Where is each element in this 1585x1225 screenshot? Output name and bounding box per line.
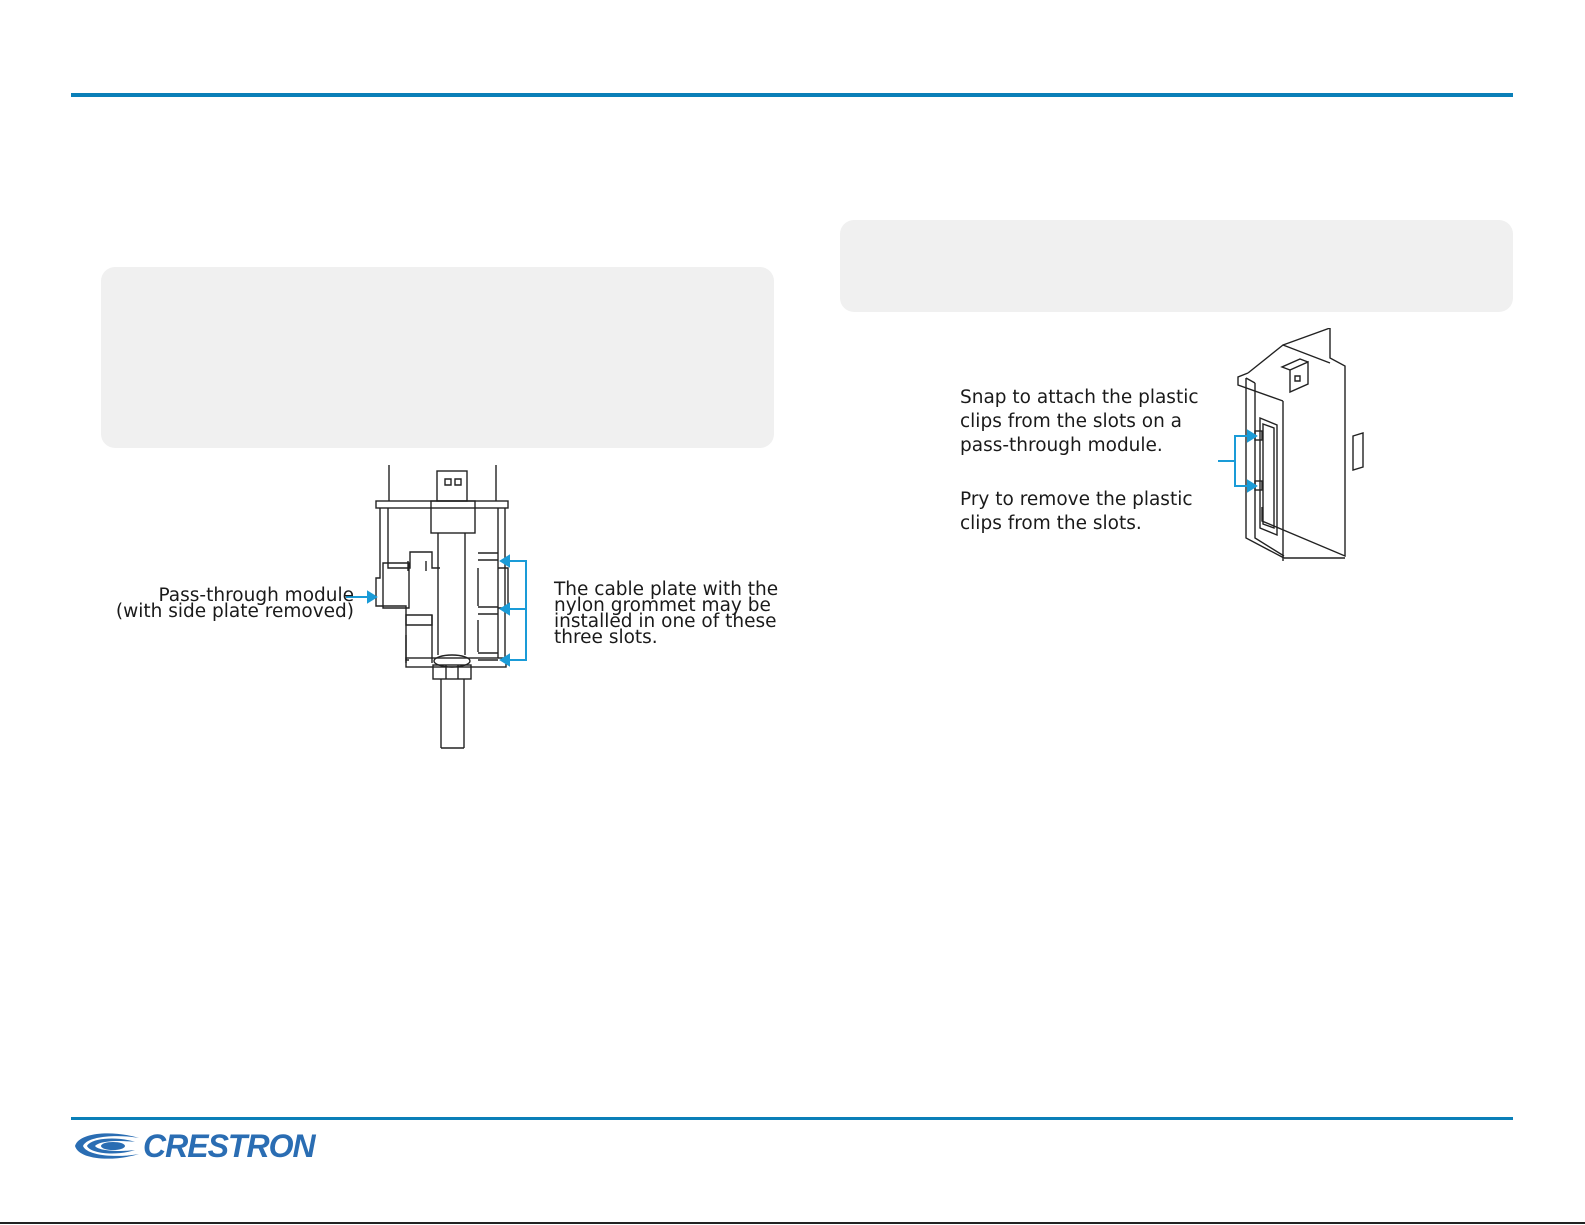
snap-label-line-1: Snap to attach the plastic [960, 387, 1199, 408]
crestron-wordmark: CRESTRON [143, 1128, 315, 1164]
module-clips-drawing [960, 328, 1400, 568]
note-box-left [101, 267, 774, 448]
cable-plate-label-line-1: The cable plate with the [554, 579, 779, 600]
pry-label-line-1: Pry to remove the plastic [960, 489, 1193, 510]
crestron-logo [73, 1126, 373, 1166]
pry-label-line-2: clips from the slots. [960, 513, 1142, 534]
module-label-line-1: Pass-through module [158, 585, 354, 606]
module-label [115, 585, 354, 622]
snap-label-line-2: clips from the slots on a [960, 411, 1183, 432]
cable-plate-label-line-4: three slots. [554, 627, 658, 648]
module-label-line-2: (with side plate removed) [115, 601, 354, 622]
footer-rule [71, 1117, 1513, 1120]
cable-plate-label [554, 579, 779, 648]
plastic-clips-figure [960, 328, 1400, 568]
cable-plate-label-line-2: nylon grommet may be [554, 595, 771, 616]
pass-through-module-figure [90, 465, 800, 755]
snap-label-line-3: pass-through module. [960, 435, 1163, 456]
cable-plate-label-line-3: installed in one of these [554, 611, 777, 632]
note-box-right [840, 220, 1513, 312]
page-bottom-edge [0, 1222, 1585, 1224]
header-rule [71, 93, 1513, 97]
